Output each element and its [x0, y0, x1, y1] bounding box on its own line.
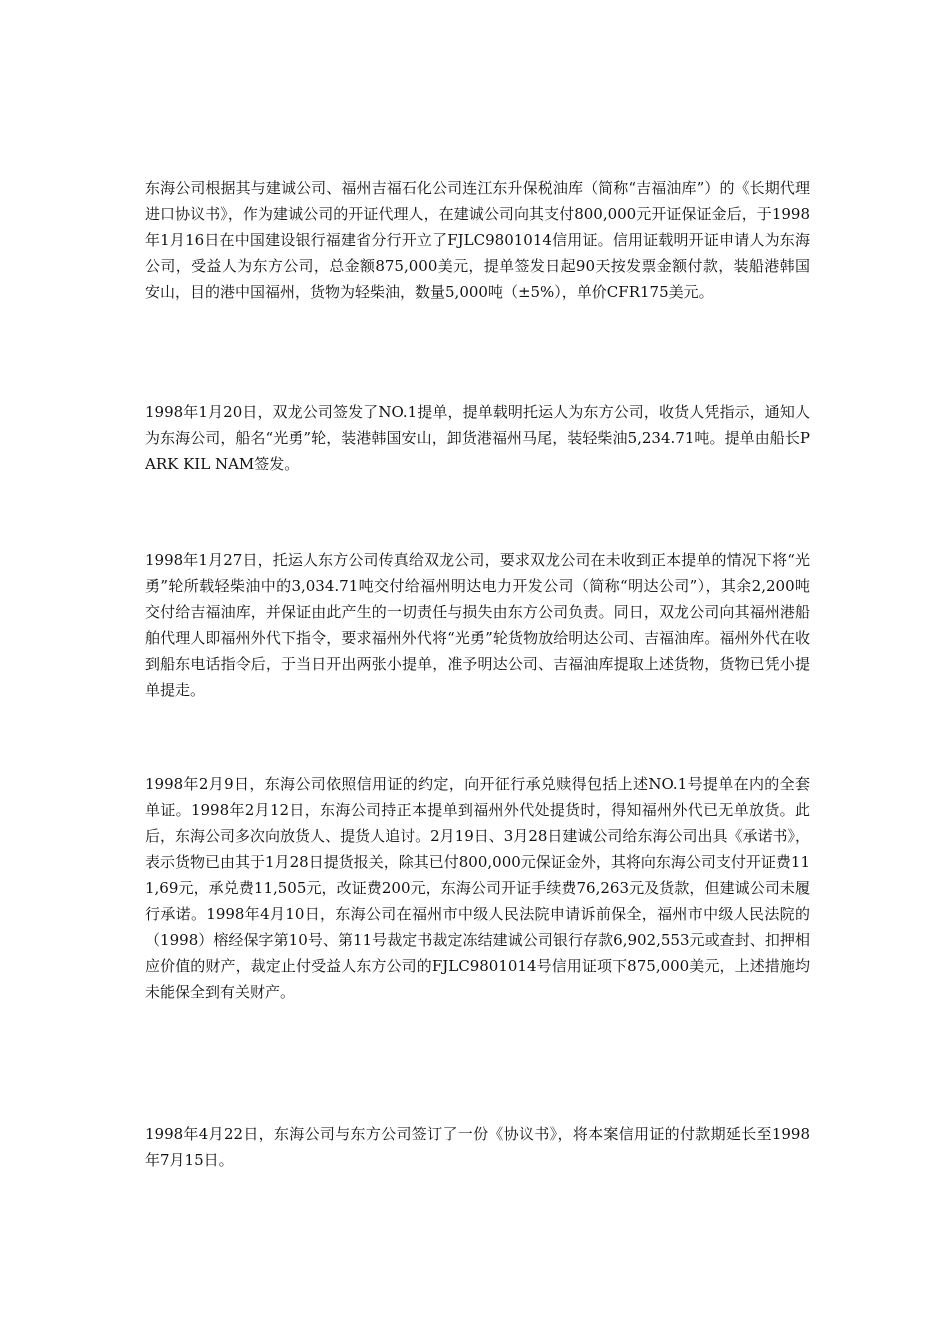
paragraph-bill-of-lading: 1998年1月20日，双龙公司签发了NO.1提单，提单载明托运人为东方公司，收货人凭指示，通知人为东海公司，船名“光勇”轮，装港韩国安山，卸货港福州马尾，装轻柴油5,234.71吨。提单由船长PARK KIL NAM签发。: [145, 403, 810, 473]
paragraph-claim-and-preservation: 1998年2月9日，东海公司依照信用证的约定，向开征行承兑赎得包括上述NO.1号提单在内的全套单证。1998年2月12日，东海公司持正本提单到福州外代处提货时，得知福州外代已无单放货。此后，东海公司多次向放货人、提货人追讨。2月19日、3月28日建诚公司给东海公司出具《承诺书》，表示货物已由其于1月28日提货报关，除其已付800,000元保证金外，其将向东海公司支付开证费111,69元，承兑费11,505元，改证费200元，东海公司开证手续费76,263元及货款，但建诚公司未履行承诺。1998年4月10日，东海公司在福州市中级人民法院申请诉前保全，福州市中级人民法院的（1998）榕经保字第10号、第11号裁定书裁定冻结建诚公司银行存款6,902,553元或查封、扣押相应价值的财产，裁定止付受益人东方公司的FJLC9801014号信用证项下875,000美元，上述措施均未能保全到有关财产。: [145, 775, 810, 1001]
paragraph-agreement: 1998年4月22日，东海公司与东方公司签订了一份《协议书》，将本案信用证的付款期延长至1998年7月15日。: [145, 1125, 810, 1169]
paragraph-letter-of-credit: 东海公司根据其与建诚公司、福州吉福石化公司连江东升保税油库（简称“吉福油库”）的《长期代理进口协议书》，作为建诚公司的开证代理人，在建诚公司向其支付800,000元开证保证金后，于1998年1月16日在中国建设银行福建省分行开立了FJLC9801014信用证。信用证载明开证申请人为东海公司，受益人为东方公司，总金额875,000美元，提单签发日起90天按发票金额付款，装船港韩国安山，目的港中国福州，货物为轻柴油，数量5,000吨（±5%），单价CFR175美元。: [145, 179, 810, 301]
paragraph-delivery-instruction: 1998年1月27日，托运人东方公司传真给双龙公司，要求双龙公司在未收到正本提单的情况下将“光勇”轮所载轻柴油中的3,034.71吨交付给福州明达电力开发公司（简称“明达公司”），其余2,200吨交付给吉福油库，并保证由此产生的一切责任与损失由东方公司负责。同日，双龙公司向其福州港船舶代理人即福州外代下指令，要求福州外代将“光勇”轮货物放给明达公司、吉福油库。福州外代在收到船东电话指令后，于当日开出两张小提单，准予明达公司、吉福油库提取上述货物，货物已凭小提单提走。: [145, 551, 810, 699]
